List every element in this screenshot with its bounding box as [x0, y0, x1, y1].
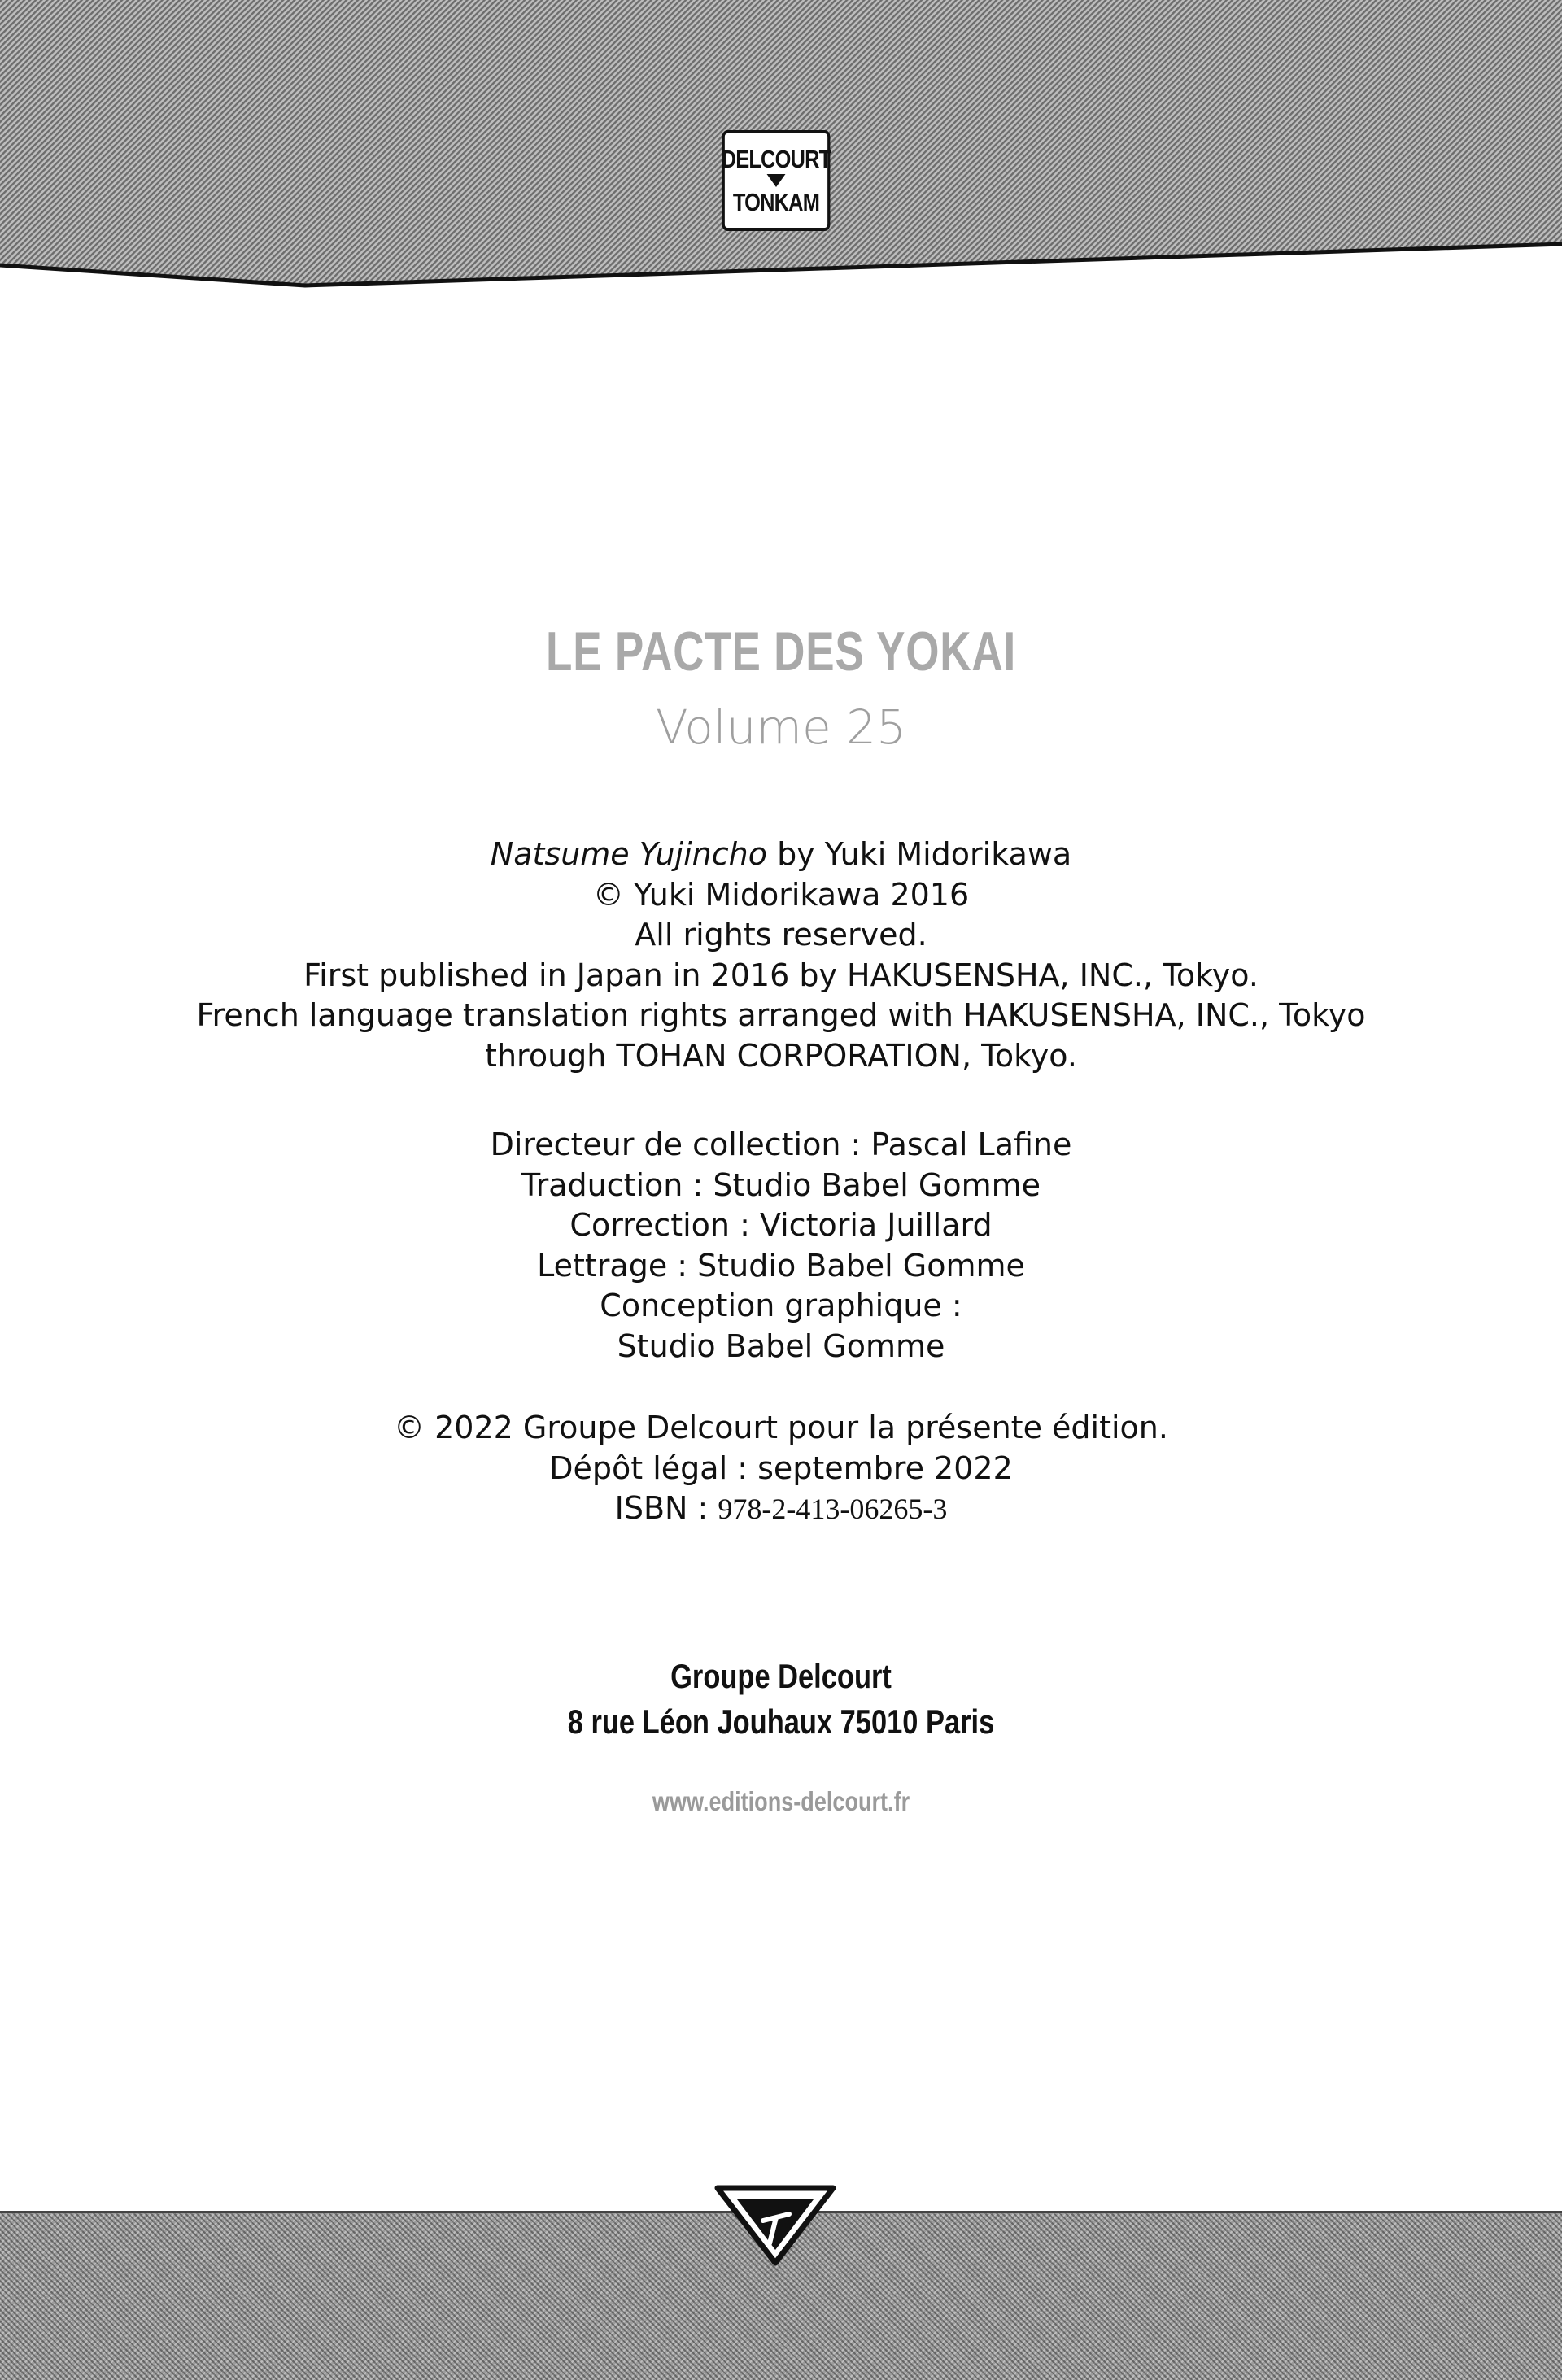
isbn-line — [0, 1489, 1562, 1530]
publisher-address — [141, 1654, 1421, 1745]
first-published: First published in Japan in 2016 by HAKUSENSHA, INC., Tokyo. — [303, 957, 1259, 993]
design-label: Conception graphique : — [600, 1288, 962, 1323]
legal-info — [0, 1408, 1562, 1530]
legal-deposit: Dépôt légal : septembre 2022 — [549, 1449, 1013, 1486]
delcourt-tonkam-logo — [722, 130, 831, 231]
design-credit: Studio Babel Gomme — [617, 1327, 945, 1364]
company-name: Groupe Delcourt — [670, 1657, 892, 1695]
lettering-credit: Lettrage : Studio Babel Gomme — [537, 1247, 1025, 1284]
volume-number: Volume 25 — [656, 700, 906, 755]
translation-agent: through TOHAN CORPORATION, Tokyo. — [485, 1037, 1077, 1074]
author-credit: by Yuki Midorikawa — [766, 836, 1072, 872]
edition-copyright: © 2022 Groupe Delcourt pour la présente édition. — [394, 1410, 1168, 1445]
staff-credits — [0, 1125, 1562, 1367]
series-title: LE PACTE DES YOKAI — [546, 621, 1016, 682]
translation-credit: Traduction : Studio Babel Gomme — [521, 1166, 1041, 1203]
original-title-line — [0, 835, 1562, 875]
website-url: www.editions-delcourt.fr — [652, 1786, 910, 1816]
original-credits — [0, 835, 1562, 1076]
collection-director: Directeur de collection : Pascal Lafine — [490, 1127, 1072, 1162]
logo-top-word: DELCOURT — [721, 145, 831, 173]
translation-rights: French language translation rights arranged with HAKUSENSHA, INC., Tokyo — [196, 997, 1366, 1033]
correction-credit: Correction : Victoria Juillard — [569, 1207, 993, 1243]
logo-bottom-word: TONKAM — [732, 188, 820, 216]
rights-reserved: All rights reserved. — [635, 917, 927, 952]
tonkam-triangle-emblem-icon — [714, 2185, 836, 2266]
isbn-label: ISBN : — [614, 1490, 718, 1526]
original-title: Natsume Yujincho — [490, 836, 767, 872]
street-address: 8 rue Léon Jouhaux 75010 Paris — [567, 1702, 995, 1741]
isbn-number: 978-2-413-06265-3 — [718, 1493, 948, 1525]
author-copyright: © Yuki Midorikawa 2016 — [592, 876, 970, 913]
logo-triangle-icon — [767, 174, 786, 187]
